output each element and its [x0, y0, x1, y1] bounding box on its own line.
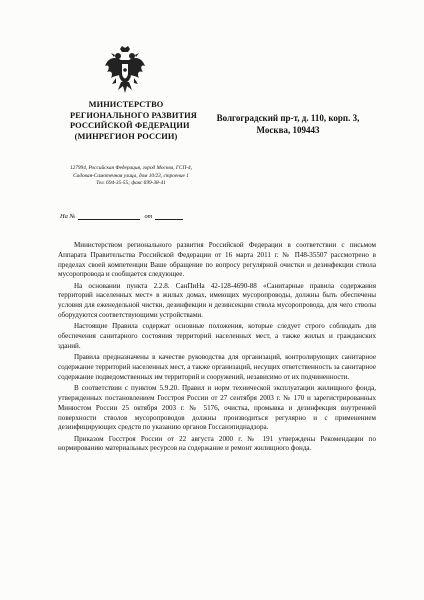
- ministry-address: [212, 112, 364, 136]
- body-paragraph: Правила предназначены в качестве руководства для организаций, контролирующих санитарное содержание территорий населенных мест, а также организаций, несущих ответственность за санитарное содержание подведомственных им территорий и сооружений, независимо от их подчиненности.: [58, 353, 376, 381]
- reference-line: [60, 213, 183, 220]
- reference-number-label: На №: [60, 213, 76, 220]
- contact-line: 127994, Российская Федерация, город Москва, ГСП-4,: [69, 165, 193, 171]
- body-paragraph: Министерством регионального развития Российской Федерации в соответствии с письмом Аппарата Правительства Российской Федерации от 16 марта 2011 г. № П48-35507 рассмотрено в пределах своей компетенции Ваше обращение по вопросу регулярной очистки и дезинфекции ствола мусоропровода и сообщается следующее.: [58, 241, 376, 279]
- ministry-contact-address: [56, 165, 206, 188]
- body-paragraph: Приказом Госстроя России от 22 августа 2000 г. № 191 утверждены Рекомендации по нормированию материальных ресурсов на содержание и ремонт жилищного фонда.: [58, 434, 376, 453]
- ministry-line: (МИНРЕГИОН РОССИИ): [74, 131, 178, 141]
- ministry-name-block: [70, 100, 197, 142]
- russian-coat-of-arms-icon: [104, 46, 146, 94]
- address-line: Москва, 109443: [256, 125, 320, 135]
- body-paragraph: В соответствии с пунктом 5.9.20. Правил и норм технической эксплуатации жилищного фонда, утвержденных постановлением Госстроя России от 27 сентября 2003 г. № 170 и зарегистрированных Минюстом России 25 октября 2003 г. № 5176, очистка, промывка и дезинфекция внутренней поверхности стволов мусоропроводов должны производиться регулярно и с применением дезинфицирующих средств по указанию органов Госсанэпиднадзора.: [58, 384, 376, 432]
- letter-body: [58, 241, 376, 456]
- reference-number-blank: [78, 213, 140, 220]
- contact-line: Тел. 694-35-55; факс 699-38-41: [96, 180, 166, 187]
- ministry-line: МИНИСТЕРСТВО: [88, 100, 164, 109]
- contact-line: Садовая-Самотечная улица, дом 10/23, строение 1: [73, 172, 189, 179]
- reference-date-blank: [155, 213, 183, 220]
- ministry-line: РЕГИОНАЛЬНОГО РАЗВИТИЯ: [70, 110, 197, 120]
- body-paragraph: Настоящие Правила содержат основные положения, которые следует строго соблюдать для обеспечения санитарного состояния территорий населенных мест, а также жилых и гражданских зданий.: [58, 322, 376, 350]
- body-paragraph: На основании пункта 2.2.8. СанПиНа 42-128-4690-88 «Санитарные правила содержания территорий населенных мест» в жилых домах, имеющих мусоропроводы, должны быть обеспечены условия для еженедельной чистки, дезинфекции и дезинсекции ствола мусоропровода, для чего стволы оборудуются соответствующими устройствами.: [58, 281, 376, 320]
- ministry-line: РОССИЙСКОЙ ФЕДЕРАЦИИ: [70, 121, 190, 131]
- address-line: Волгоградский пр-т, д. 110, корп. 3,: [216, 113, 360, 123]
- reference-date-label: от: [144, 213, 153, 220]
